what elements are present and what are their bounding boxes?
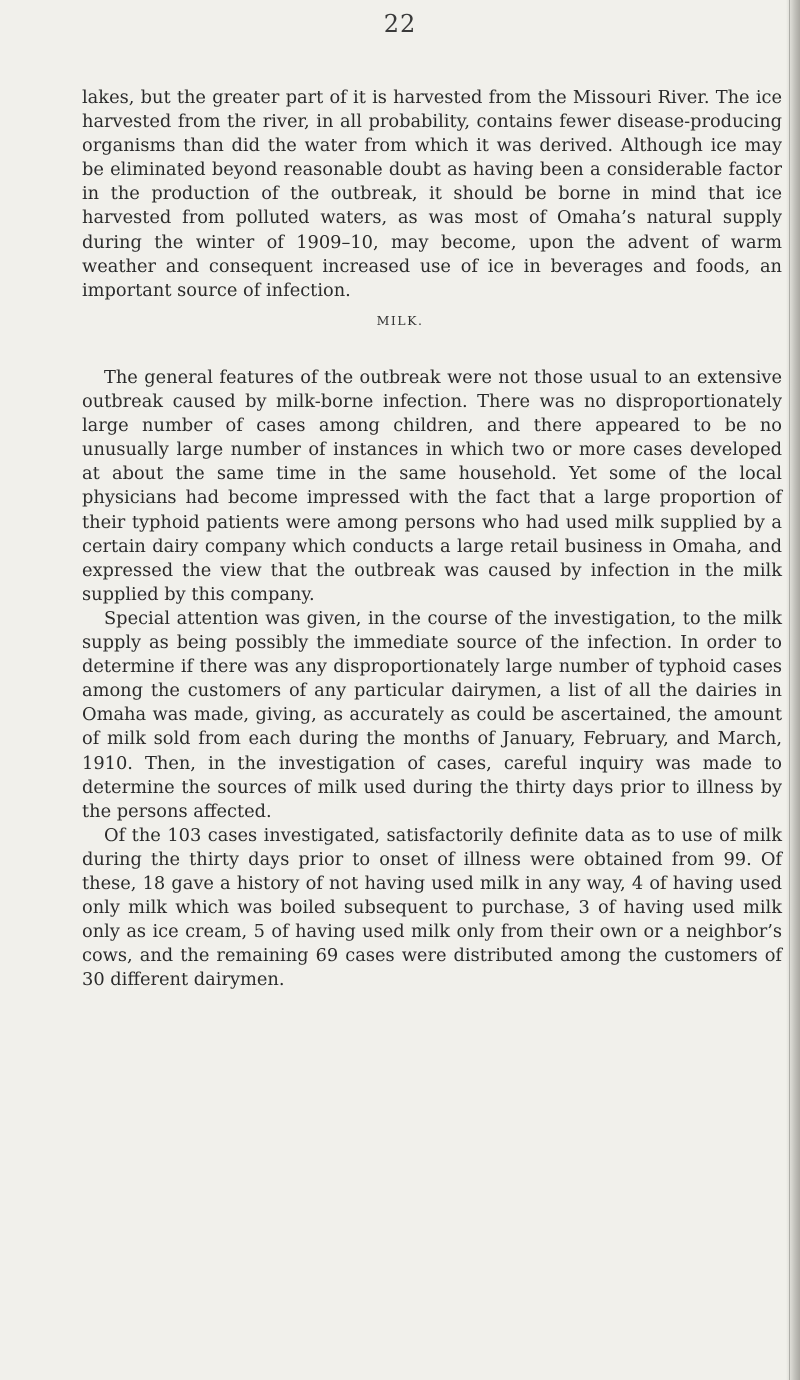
page-edge-line	[789, 0, 790, 1380]
page-number: 22	[383, 10, 417, 38]
paragraph: Special attention was given, in the course of the investigation, to the milk supply as being possibly the immediate source of the infection. In order to determine if there was any disproportionately large number of typhoid cases among the customers of any particular dairymen, a list of all the dairies in Omaha was made, giving, as accurately as could be ascertained, the amount of milk sold from each during the months of January, February, and March, 1910. Then, in the investigation of cases, careful inquiry was made to determine the sources of milk used during the thirty days prior to illness by the persons affected.	[82, 607, 782, 822]
text-block-after	[82, 366, 782, 992]
paragraph: lakes, but the greater part of it is harvested from the Missouri River. The ice harvested from the river, in all probability, contains fewer disease-producing organisms than did the water from which it was derived. Although ice may be eliminated beyond reasonable doubt as having been a considerable factor in the production of the outbreak, it should be borne in mind that ice harvested from polluted waters, as was most of Omaha’s natural supply during the winter of 1909–10, may become, upon the advent of warm weather and consequent increased use of ice in beverages and foods, an important source of infection.	[82, 87, 782, 301]
paragraph: Of the 103 cases investigated, satisfactorily definite data as to use of milk during the thirty days prior to onset of illness were obtained from 99. Of these, 18 gave a history of not having used milk in any way, 4 of having used only milk which was boiled subsequent to purchase, 3 of having used milk only as ice cream, 5 of having used milk only from their own or a neighbor’s cows, and the remaining 69 cases were distributed among the customers of 30 different dairymen.	[82, 824, 782, 991]
text-block-before	[82, 86, 782, 303]
paragraph: The general features of the outbreak were not those usual to an extensive outbreak caused by milk-borne infection. There was no disproportionately large number of cases among children, and there appeared to be no unusually large number of instances in which two or more cases developed at about the same time in the same household. Yet some of the local physicians had become impressed with the fact that a large proportion of their typhoid patients were among persons who had used milk supplied by a certain dairy company which conducts a large retail business in Omaha, and expressed the view that the outbreak was caused by infection in the milk supplied by this company.	[82, 367, 782, 605]
section-heading: MILK.	[376, 313, 424, 328]
